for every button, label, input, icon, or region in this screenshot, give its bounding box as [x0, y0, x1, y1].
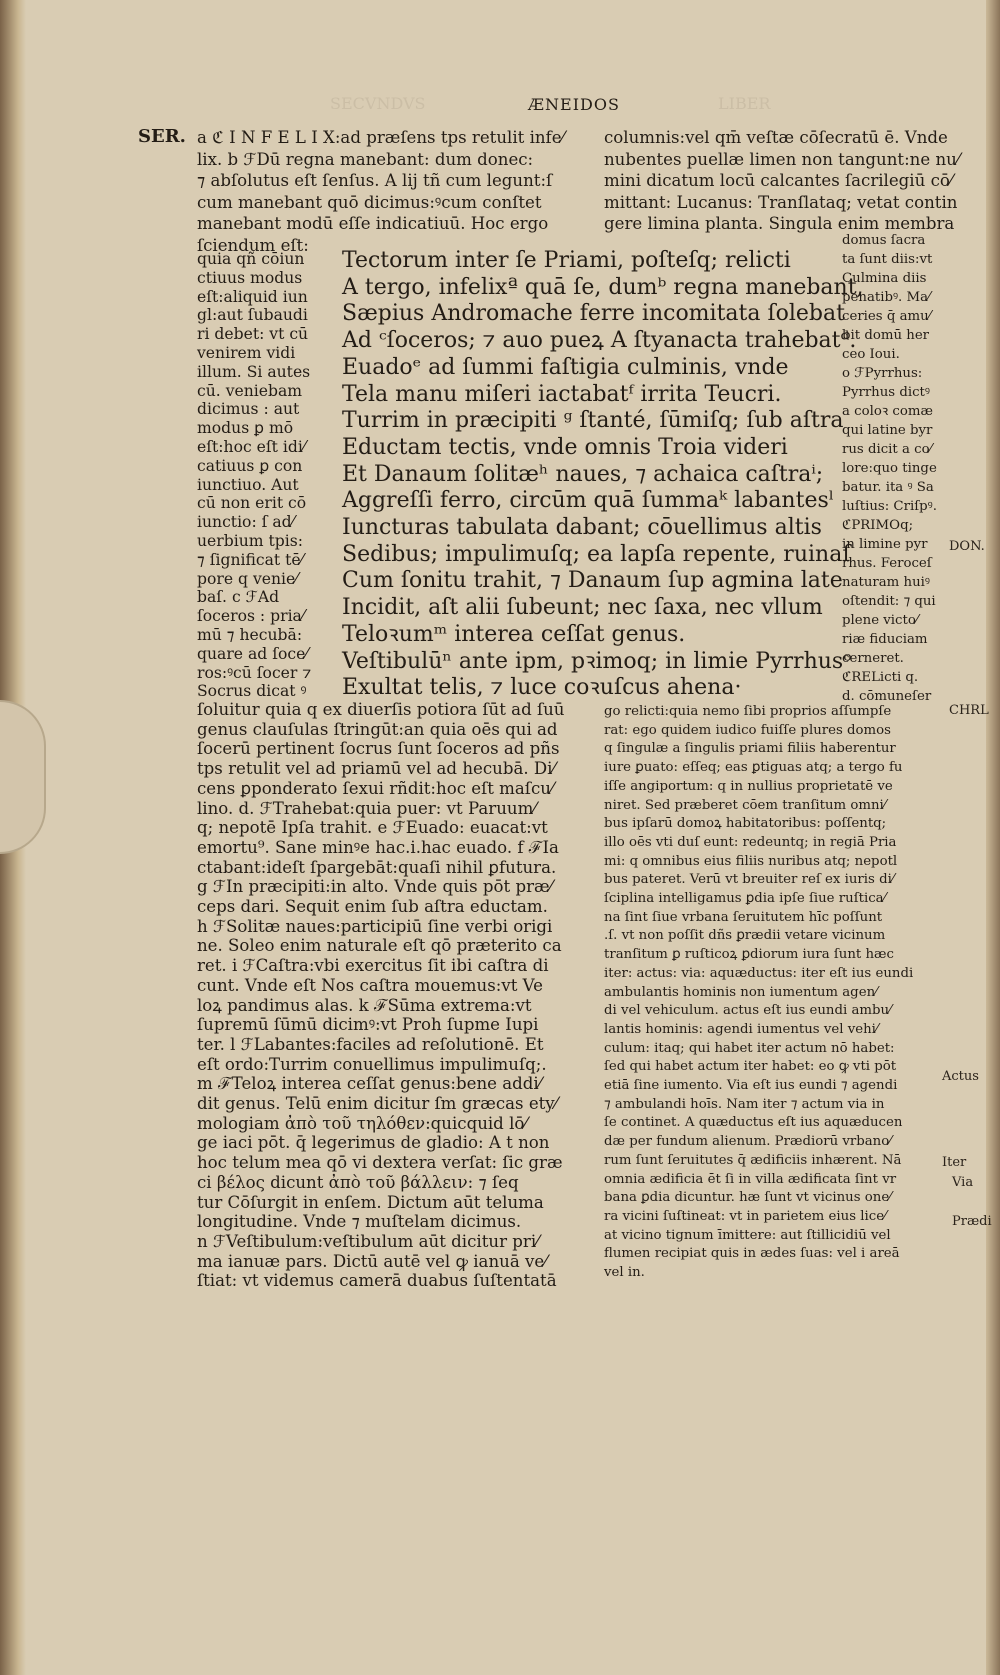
commentary_right-line: plene victo⁄	[842, 613, 919, 628]
page-edge	[986, 0, 1000, 1675]
commentary_left-line: emortu⁹. Sane minꝰe hac.i.hac euado. f ℱIa	[197, 837, 559, 857]
commentary_right-line: bana ꝑdia dicuntur. hæ ſunt vt vicinus one⁄	[604, 1190, 892, 1206]
commentary_left-line: ci βέλος dicunt ἀπὸ τοῦ βάλλειν: ⁊ ſeq	[197, 1172, 519, 1192]
commentary_left-line: quia qñ cōiun	[197, 250, 305, 268]
verse_lines-line: Tela manu miſeri iactabatᶠ irrita Teucri.	[342, 381, 782, 407]
commentary_right-line: bus pateret. Verū vt breuiter reſ ex iuris di⁄	[604, 872, 895, 888]
verse_lines-line: Exultat telis, ⁊ luce coꝛuſcus ahena·	[342, 675, 742, 701]
verse_lines-line: A tergo, infelixª quā ſe, dumᵇ regna manebant,	[342, 274, 864, 300]
commentary_right-line: na ſint ſiue vrbana ſeruitutem hīc poſſunt	[604, 909, 883, 925]
verse_lines-line: Eductam tectis, vnde omnis Troia videri	[342, 434, 788, 460]
commentary_right-line: ra vicini ſuſtineat: vt in parietem eius lice⁄	[604, 1208, 887, 1224]
commentary_left-line: ſciendum eſt:	[197, 235, 309, 255]
commentary_left-line: tur Cōſurgit in enſem. Dictum aūt teluma	[197, 1192, 544, 1212]
commentary_right-line: cerneret.	[842, 651, 904, 666]
commentary_right-line: ta ſunt diis:vt	[842, 252, 933, 267]
commentary_right-line: iſſe angiportum: q in nullius proprietatē ve	[604, 778, 893, 794]
commentary_right-line: ambulantis hominis non iumentum agen⁄	[604, 984, 878, 1000]
commentary_right-line: iure ꝑuato: eſſeq; eas ꝑtiguas atq; a tergo fu	[604, 760, 903, 776]
verse_lines-line: Et Danaum ſolitæʰ naues, ⁊ achaica caſtraⁱ;	[342, 461, 824, 487]
commentary_right-line: rus dicit a co⁄	[842, 442, 932, 457]
commentary_left-line: dit genus. Telū enim dicitur ſm græcas ety⁄	[197, 1094, 558, 1113]
commentary_left-line: eſt:aliquid iun	[197, 287, 308, 306]
commentary_right-line: lantis hominis: agendi iumentus vel vehi⁄	[604, 1021, 879, 1037]
commentary_left-line: cū non erit cō	[197, 494, 307, 513]
commentary_left-line: ſocerū pertinent ſocrus ſunt ſoceros ad pñs	[197, 739, 560, 759]
commentary_left-line: eſt ordo:Turrim conuellimus impulimuſq;.	[197, 1054, 547, 1074]
margin-gloss: Prædi	[952, 1214, 992, 1229]
commentary_left-line: genus clauſulas ſtringūt:an quia oēs qui ad	[197, 719, 558, 739]
verse_lines-line: Teloꝛumᵐ interea ceſſat genus.	[342, 621, 686, 647]
commentary_right-line: ℭRELicti q.	[842, 670, 919, 685]
commentary_right-line: riæ fiduciam	[842, 632, 928, 647]
commentary_left-line: mū ⁊ hecubā:	[197, 626, 303, 644]
commentary_right-line: ceries q̄ amu⁄	[842, 309, 931, 324]
commentary_right-line: rum ſunt ſeruitutes q̄ ædificiis inhærent. Nā	[604, 1152, 902, 1168]
commentary_left-line: ri debet: vt cū	[197, 325, 309, 344]
commentary_left-line: ſoceros : pria⁄	[197, 607, 305, 626]
verse_lines-line: Tectorum inter ſe Priami, poſteſq; relicti	[342, 248, 791, 273]
commentary_right-line: illo oēs vti duſ eunt: redeuntq; in regiā Pria	[604, 834, 897, 850]
commentary_left-line: ros:ꝰcū ſocer ⁊	[197, 663, 312, 682]
commentary_right-line: dæ per fundum alienum. Prædiorū vrbano⁄	[604, 1134, 892, 1150]
commentary_right-line: Culmina diis	[842, 271, 927, 286]
commentary_left-line: iunctiuo. Aut	[197, 475, 299, 494]
commentary_left-line: dicimus : aut	[197, 400, 300, 419]
commentary_left-line: iunctio: ſ ad⁄	[197, 513, 295, 532]
commentary_left-line: ſupremū ſūmū dicimꝰ:vt Proh ſupme Iupi	[197, 1015, 539, 1035]
margin-gloss: Via	[952, 1175, 974, 1190]
commentary_left-line: tps retulit vel ad priamū vel ad hecubā. Di⁄	[197, 759, 556, 779]
commentary_left-line: catiuus ꝑ con	[197, 456, 303, 475]
verse_lines-line: Incidit, aſt alii ſubeunt; nec ſaxa, nec vllum	[342, 595, 823, 621]
ghost-text-left: SECVNDVS	[330, 94, 426, 113]
verse_lines-line: Ad ᶜſoceros; ⁊ auo pueꝝ A ſtyanacta trahebatᵈ.	[342, 328, 857, 354]
commentary_left-line: gl:aut ſubaudi	[197, 306, 308, 325]
commentary_right-line: etiā ſine iumento. Via eſt ius eundi ⁊ agendi	[604, 1078, 898, 1093]
margin-gloss: Actus	[942, 1069, 979, 1084]
commentary_right-line: bus ipſarū domoꝝ habitatoribus: poſſentq;	[604, 816, 887, 832]
commentary_left-line: manebant modū eſſe indicatiuū. Hoc ergo	[197, 214, 549, 233]
commentary_left-line: q; nepotē Ipſa trahit. e ℱEuado: euacat:vt	[197, 818, 548, 838]
verse_lines-line: Sedibus; impulimuſq; ea lapſa repente, ruinaſ	[342, 541, 851, 567]
margin-mark-ser: SER.	[138, 126, 186, 147]
commentary_right-line: columnis:vel qm̄ veſtæ cōſecratū ē. Vnde	[604, 128, 948, 147]
margin-mark-don: DON.	[949, 539, 985, 554]
commentary_right-line: iter: actus: via: aquæductus: iter eſt ius eundi	[604, 965, 914, 981]
running-header: ÆNEIDOS	[528, 95, 620, 114]
commentary_left-line: a ℭ I N F E L I X:ad præſens tps retulit infe⁄	[197, 128, 565, 147]
commentary_right-line: luſtius: Criſpꝰ.	[842, 499, 937, 514]
commentary_right-line: lore:quo tinge	[842, 461, 937, 476]
commentary_left-line: ne. Soleo enim naturale eſt qō præterito ca	[197, 936, 562, 956]
commentary_right-line: ⁊ ambulandi hoīs. Nam iter ⁊ actum via in	[604, 1096, 885, 1112]
commentary_left-line: cunt. Vnde eſt Nos caſtra mouemus:vt Ve	[197, 975, 543, 995]
verse_lines-line: Iuncturas tabulata dabant; cōuellimus altis	[342, 515, 822, 540]
commentary_left-line: cū. veniebam	[197, 381, 303, 400]
commentary_right-line: omnia ædificia ēt ſi in villa ædificata ſint vr	[604, 1171, 897, 1187]
commentary_left-line: h ℱSolitæ naues:participiū ſine verbi origi	[197, 916, 553, 936]
commentary_left-line: pore q venie⁄	[197, 569, 298, 588]
clasp-outline	[0, 700, 46, 854]
commentary_left-line: lino. d. ℱTrahebat:quia puer: vt Paruum⁄	[197, 798, 537, 818]
commentary_right-line: mittant: Lucanus: Tranſlataq; vetat contin	[604, 192, 958, 212]
commentary_left-line: modus ꝑ mō	[197, 419, 294, 438]
commentary_right-line: q ſingulæ a ſingulis priami filiis haberentur	[604, 741, 896, 757]
commentary_right-line: bit domū her	[842, 328, 930, 343]
commentary_left-line: ceps dari. Sequit enim ſub aſtra eductam.	[197, 897, 548, 916]
commentary_left-line: ret. i ℱCaſtra:vbi exercitus ſit ibi caſtra di	[197, 956, 549, 976]
commentary_left-line: cum manebant quō dicimus:ꝰcum conſtet	[197, 192, 542, 212]
commentary_right-line: oſtendit: ⁊ qui	[842, 594, 936, 609]
commentary_right-line: at vicino tignum īmittere: aut ſtillicidiū vel	[604, 1227, 891, 1243]
commentary_left-line: mologiam ἀπὸ τοῦ τηλόθεν:quicquid lō⁄	[197, 1113, 528, 1133]
margin-gloss: Iter	[942, 1155, 967, 1170]
commentary_right-line: ceo Ioui.	[842, 347, 900, 362]
commentary_left-line: loꝝ pandimus alas. k ℱSūma extrema:vt	[197, 995, 532, 1015]
commentary_right-line: rhus. Feroceſ	[842, 556, 932, 571]
commentary_right-line: ſe continet. A quæductus eſt ius aquæducen	[604, 1115, 903, 1131]
verse_lines-line: Aggreſſi ferro, circūm quā ſummaᵏ labantesˡ	[342, 488, 835, 514]
commentary_right-line: mini dicatum locū calcantes ſacrilegiū cō⁄	[604, 171, 953, 190]
commentary_right-line: o ℱPyrrhus:	[842, 366, 923, 381]
commentary_left-line: ⁊ abſolutus eſt ſenſus. A lij tñ cum legunt:ſ	[197, 171, 553, 190]
commentary_right-line: .ſ. vt non poſſit dñs ꝑrædii vetare vicinum	[604, 928, 886, 944]
commentary_left-line: ge iaci pōt. q̄ legerimus de gladio: A t non	[197, 1133, 550, 1153]
commentary_left-line: ⁊ ſignificat tē⁄	[197, 550, 304, 569]
commentary_right-line: niret. Sed præberet cōem tranſitum omni⁄	[604, 797, 887, 813]
commentary_left-line: g ℱIn præcipiti:in alto. Vnde quis pōt præ⁄	[197, 877, 553, 897]
commentary_left-line: ctiuus modus	[197, 268, 303, 287]
commentary_right-line: culum: itaq; qui habet iter actum nō habet:	[604, 1040, 895, 1056]
commentary_left-line: venirem vidi	[197, 344, 296, 362]
commentary_right-line: ſciplina intelligamus ꝑdia ipſe ſiue ruſtica⁄	[604, 891, 886, 906]
commentary_left-line: n ℱVeſtibulum:veſtibulum aūt dicitur pri⁄	[197, 1231, 539, 1251]
commentary_left-line: baſ. c ℱAd	[197, 588, 280, 607]
commentary_right-line: batur. ita ꝰ Sa	[842, 480, 934, 495]
commentary_right-line: a coloꝛ comæ	[842, 404, 933, 419]
commentary_left-line: ctabant:ideſt ſpargebāt:quaſi nihil ꝑfutura.	[197, 857, 557, 877]
commentary_right-line: qui latine byr	[842, 423, 933, 438]
verse_lines-line: Cum ſonitu trahit, ⁊ Danaum ſup agmina late	[342, 568, 843, 594]
verse_lines-line: Euadoᵉ ad ſummi faſtigia culminis, vnde	[342, 354, 789, 380]
commentary_right-line: go relicti:quia nemo ſibi proprios aſſumpſe	[604, 704, 892, 719]
margin-mark-chrl: CHRL	[949, 703, 989, 718]
verse_lines-line: Turrim in præcipiti ᵍ ſtanté, ſūmiſq; ſub aſtra	[342, 408, 844, 434]
commentary_right-line: ſed qui habet actum iter habet: eo ꝙ vti pōt	[604, 1059, 897, 1075]
verse_lines-line: Veſtibulūⁿ ante ipm, pꝛimoq; in limie Pyrrhusᵒ	[342, 648, 852, 674]
commentary_right-line: flumen recipiat quis in ædes ſuas: vel i areā	[604, 1246, 900, 1262]
commentary_left-line: quare ad ſoce⁄	[197, 644, 308, 663]
commentary_right-line: domus ſacra	[842, 233, 926, 248]
ghost-text-right: LIBER	[718, 94, 771, 113]
commentary_left-line: longitudine. Vnde ⁊ muſtelam dicimus.	[197, 1212, 522, 1232]
commentary_right-line: penatibꝰ. Ma⁄	[842, 290, 931, 305]
commentary_right-line: nubentes puellæ limen non tangunt:ne nu⁄	[604, 149, 960, 169]
commentary_left-line: uerbium tpis:	[197, 532, 303, 550]
commentary_right-line: gere limina planta. Singula enim membra	[604, 214, 955, 233]
commentary_left-line: eſt:hoc eſt idi⁄	[197, 438, 306, 456]
commentary_left-line: hoc telum mea qō vi dextera verſat: ſic græ	[197, 1153, 563, 1173]
commentary_right-line: Pyrrhus dictꝰ	[842, 385, 930, 400]
commentary_left-line: lix. b ℱDū regna manebant: dum donec:	[197, 149, 534, 169]
commentary_left-line: ter. l ℱLabantes:faciles ad reſolutionē. Et	[197, 1034, 544, 1054]
commentary_left-line: ſtiat: vt videmus camerā duabus ſuſtentatā	[197, 1271, 557, 1291]
commentary_left-line: cens ꝑponderato ſexui rñdit:hoc eſt maſcu⁄	[197, 778, 554, 798]
commentary_right-line: vel in.	[604, 1265, 645, 1280]
commentary_right-line: d. cōmuneſer	[842, 689, 932, 704]
commentary_right-line: ℭPRIMOq;	[842, 518, 914, 533]
commentary_left-line: m ℱTeloꝝ interea ceſſat genus:bene addi⁄	[197, 1074, 542, 1094]
commentary_left-line: illum. Si autes	[197, 362, 311, 381]
commentary_right-line: in limine pyr	[842, 537, 928, 552]
commentary_left-line: Socrus dicat ꝰ	[197, 682, 307, 701]
commentary_left-line: ma ianuæ pars. Dictū autē vel ꝙ ianuā ve⁄	[197, 1251, 547, 1271]
commentary_right-line: mi: q omnibus eius filiis nuribus atq; nepotl	[604, 853, 898, 869]
commentary_right-line: tranſitum ꝑ ruſticoꝝ ꝑdiorum iura ſunt hæc	[604, 947, 894, 963]
commentary_right-line: di vel vehiculum. actus eſt ius eundi ambu⁄	[604, 1003, 892, 1019]
commentary_right-line: naturam huiꝰ	[842, 575, 930, 590]
commentary_left-line: ſoluitur quia q ex diuerſis potiora ſūt ad ſuū	[197, 700, 565, 719]
commentary_right-line: rat: ego quidem iudico fuiſſe plures domos	[604, 722, 891, 738]
verse_lines-line: Sæpius Andromache ferre incomitata ſolebat	[342, 301, 845, 327]
